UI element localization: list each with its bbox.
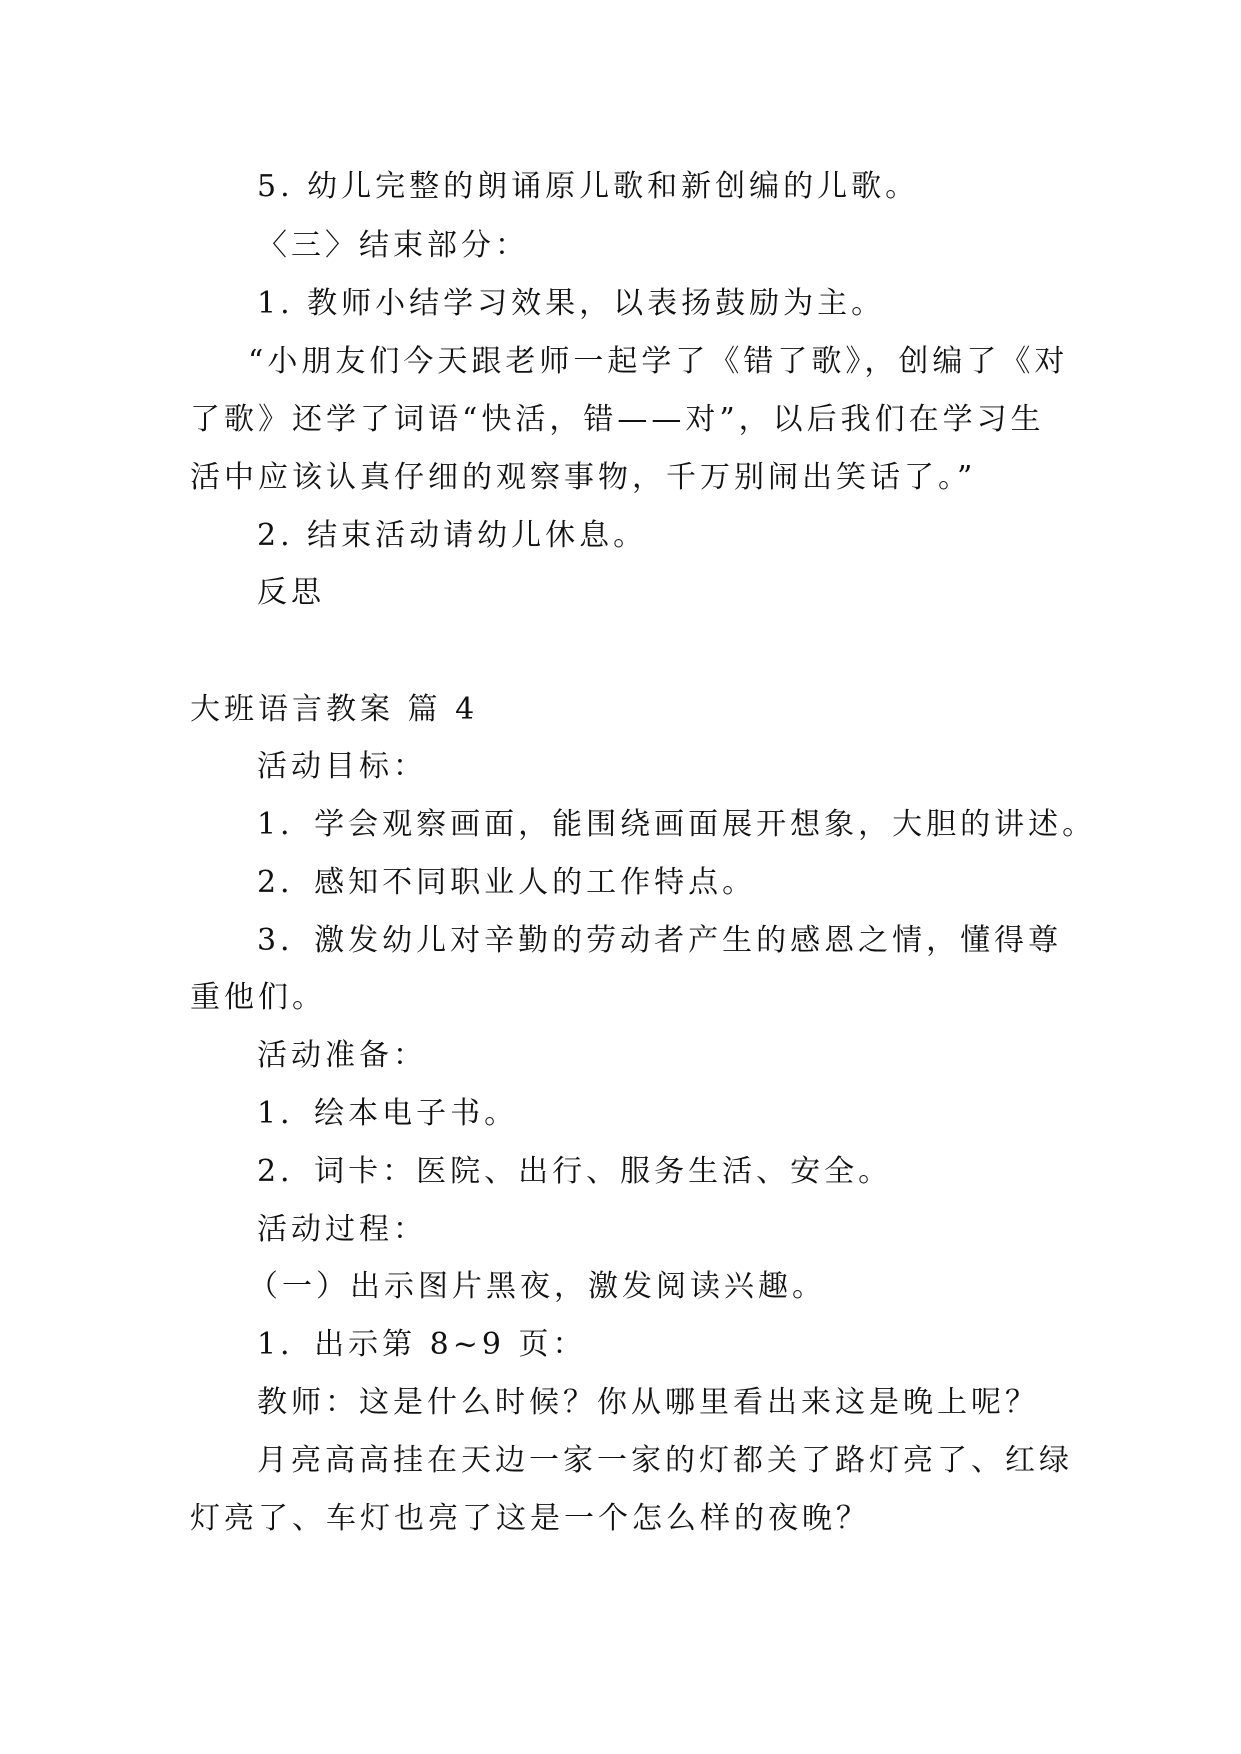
paragraph-quote-line-3: 活中应该认真仔细的观察事物，千万别闹出笑话了。” [190, 460, 977, 495]
prep-item-2: 2．词卡：医院、出行、服务生活、安全。 [257, 1154, 893, 1189]
paragraph-rest: 2. 结束活动请幼儿休息。 [257, 518, 648, 553]
teacher-question: 教师：这是什么时候？你从哪里看出来这是晚上呢？ [257, 1385, 1039, 1420]
step-heading-1: （一）出示图片黑夜，激发阅读兴趣。 [248, 1269, 826, 1304]
paragraph-quote-line-2: 了歌》还学了词语“快活，错——对”，以后我们在学习生 [190, 402, 1045, 437]
goal-item-3-line-2: 重他们。 [190, 980, 326, 1015]
heading-goals: 活动目标： [257, 749, 427, 784]
heading-reflection: 反思 [257, 575, 325, 610]
goal-item-3-line-1: 3．激发幼儿对辛勤的劳动者产生的感恩之情，懂得尊 [257, 923, 1063, 958]
goal-item-1: 1．学会观察画面，能围绕画面展开想象，大胆的讲述。 [257, 807, 1097, 842]
paragraph-recite: 5. 幼儿完整的朗诵原儿歌和新创编的儿歌。 [257, 169, 920, 204]
goal-item-2: 2．感知不同职业人的工作特点。 [257, 865, 757, 900]
prep-item-1: 1．绘本电子书。 [257, 1096, 519, 1131]
heading-preparation: 活动准备： [257, 1038, 427, 1073]
section-title: 大班语言教案 篇 4 [190, 692, 479, 727]
step-item-1: 1．出示第 8~9 页： [257, 1327, 587, 1362]
paragraph-summary: 1. 教师小结学习效果，以表扬鼓励为主。 [257, 286, 886, 321]
heading-process: 活动过程： [257, 1212, 427, 1247]
moon-paragraph-line-1: 月亮高高挂在天边一家一家的灯都关了路灯亮了、红绿 [257, 1443, 1073, 1478]
paragraph-quote-line-1: “小朋友们今天跟老师一起学了《错了歌》，创编了《对 [248, 344, 1069, 379]
heading-ending-part: 〈三〉结束部分： [257, 228, 529, 263]
moon-paragraph-line-2: 灯亮了、车灯也亮了这是一个怎么样的夜晚？ [190, 1501, 870, 1536]
